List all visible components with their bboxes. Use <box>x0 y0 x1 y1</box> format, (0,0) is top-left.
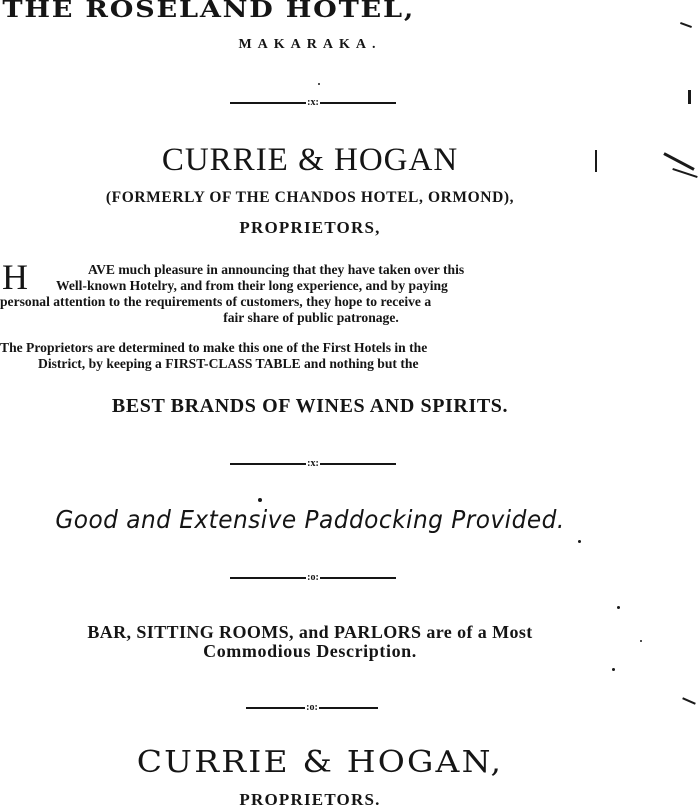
divider-ornament: :x: <box>307 97 319 108</box>
section-divider <box>230 572 396 584</box>
paddocking-notice: Good and Extensive Paddocking Provided. <box>55 505 565 534</box>
rooms-description-line: BAR, SITTING ROOMS, and PARLORS are of a Most <box>87 622 533 642</box>
hotel-name-heading: THE ROSELAND HOTEL, <box>2 0 416 23</box>
section-divider <box>230 97 396 109</box>
divider-rule <box>230 463 306 465</box>
divider-ornament: :o: <box>306 702 318 713</box>
scan-mark <box>663 152 694 171</box>
determination-line: District, by keeping a FIRST-CLASS TABLE and nothing but the <box>38 356 419 371</box>
scan-mark <box>682 697 696 705</box>
announcement-line: fair share of public patronage. <box>223 310 399 325</box>
announcement-paragraph <box>0 257 622 326</box>
divider-rule <box>320 463 396 465</box>
divider-ornament: :o: <box>307 572 319 583</box>
scan-speck <box>617 606 620 609</box>
scan-speck <box>578 540 581 543</box>
divider-rule <box>230 577 306 579</box>
drop-cap-letter: H <box>2 257 28 297</box>
proprietors-title: PROPRIETORS, <box>239 218 381 237</box>
divider-rule <box>246 707 305 709</box>
scan-mark <box>595 150 597 172</box>
announcement-line: AVE much pleasure in announcing that they have taken over this <box>88 262 465 277</box>
location-heading: MAKARAKA. <box>238 37 382 52</box>
divider-rule <box>320 102 396 104</box>
scan-speck <box>258 498 262 502</box>
announcement-line: personal attention to the requirements of customers, they hope to receive a <box>0 294 432 309</box>
footer-proprietors-title: PROPRIETORS. <box>239 790 381 809</box>
footer-firm-name: CURRIE & HOGAN, <box>136 745 504 780</box>
proprietor-firm-name: CURRIE & HOGAN <box>161 142 459 178</box>
scan-speck <box>612 668 615 671</box>
formerly-note: (FORMERLY OF THE CHANDOS HOTEL, ORMOND), <box>105 189 515 206</box>
determination-paragraph <box>0 340 622 372</box>
divider-rule <box>319 707 378 709</box>
scan-speck <box>640 640 642 642</box>
divider-ornament: :x: <box>307 458 319 469</box>
divider-rule <box>320 577 396 579</box>
wines-spirits-heading: BEST BRANDS OF WINES AND SPIRITS. <box>111 395 509 417</box>
divider-rule <box>230 102 306 104</box>
announcement-line: Well-known Hotelry, and from their long experience, and by paying <box>56 278 448 293</box>
rooms-description-line: Commodious Description. <box>203 641 417 661</box>
section-divider <box>246 702 378 714</box>
scan-mark <box>688 90 691 104</box>
determination-line: The Proprietors are determined to make this one of the First Hotels in the <box>0 340 428 355</box>
section-divider <box>230 458 396 470</box>
scan-speck <box>318 83 320 85</box>
